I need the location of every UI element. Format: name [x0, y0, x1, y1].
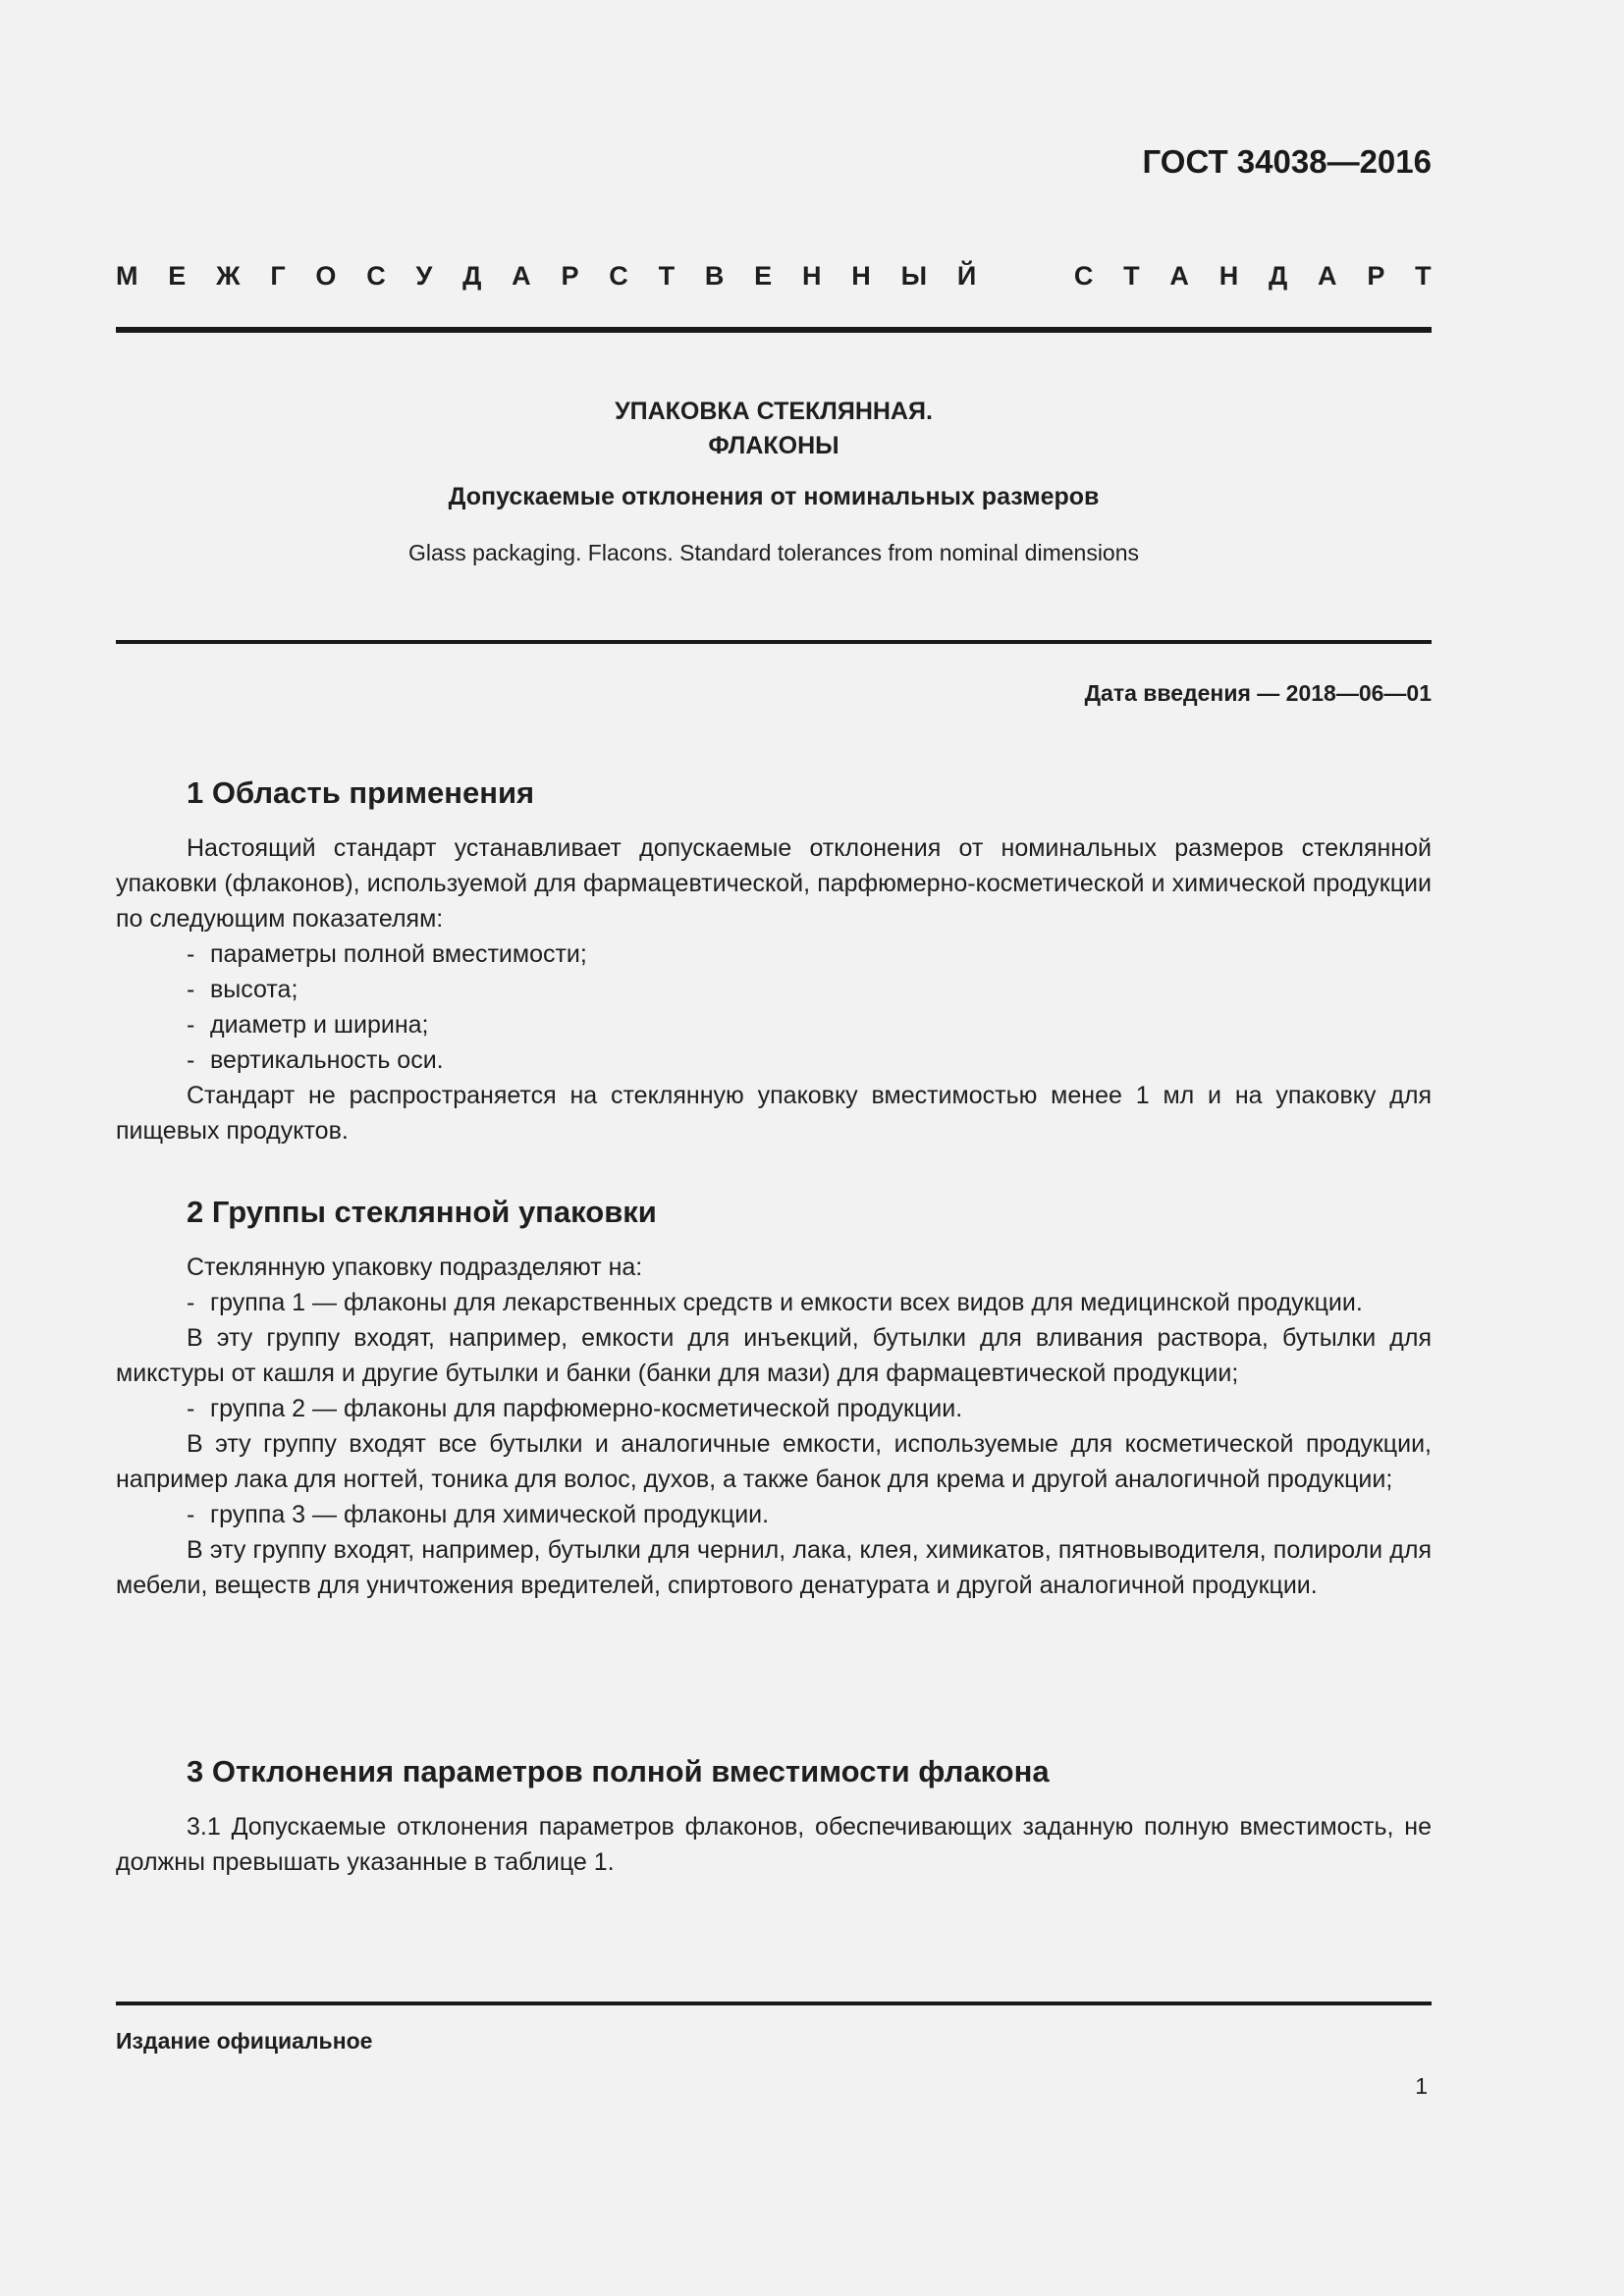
letter: Г [270, 261, 286, 291]
section-2-paragraph-1: Стеклянную упаковку подразделяют на: [187, 1254, 643, 1281]
page-number: 1 [1415, 2073, 1428, 2099]
section-3-paragraph-1: 3.1 Допускаемые отклонения параметров флаконов, обеспечивающих заданную полную вместимость, не должны превышать указанные в таблице 1. [116, 1813, 1432, 1876]
letter: В [704, 261, 725, 291]
letter: Т [1123, 261, 1140, 291]
word-gap [1006, 261, 1044, 292]
group-3-item: - группа 3 — флаконы для химической продукции. [187, 1501, 770, 1528]
list-item: - диаметр и ширина; [187, 1011, 429, 1039]
title-line-2: ФЛАКОНЫ [708, 432, 839, 459]
letter: Д [462, 261, 482, 291]
letter: Н [851, 261, 871, 291]
document-subtitle: Допускаемые отклонения от номинальных размеров [448, 483, 1100, 510]
document-title [116, 395, 1432, 463]
letter: А [512, 261, 531, 291]
letter: У [415, 261, 433, 291]
letter: Ж [216, 261, 241, 291]
section-1-paragraph-2: Стандарт не распространяется на стеклянную упаковку вместимостью менее 1 мл и на упаковку для пищевых продуктов. [116, 1082, 1432, 1145]
letter: А [1318, 261, 1337, 291]
group-2-item: - группа 2 — флаконы для парфюмерно-косметической продукции. [187, 1395, 963, 1422]
group-2-description: В эту группу входят все бутылки и аналогичные емкости, используемые для косметической продукции, например лака для ногтей, тоника для волос, духов, а также банок для крема и другой аналогичной продукции; [116, 1430, 1432, 1493]
letter: С [366, 261, 386, 291]
section-2-heading: 2 Группы стеклянной упаковки [187, 1195, 657, 1229]
section-1-paragraph-1: Настоящий стандарт устанавливает допускаемые отклонения от номинальных размеров стеклянной упаковки (флаконов), используемой для фармацевтической, парфюмерно-косметической и химической продукции по следующим показателям: [116, 834, 1432, 933]
introduction-date: Дата введения — 2018—06—01 [1084, 680, 1432, 706]
letter: Р [561, 261, 579, 291]
letter: М [116, 261, 138, 291]
standard-number: ГОСТ 34038—2016 [1142, 143, 1432, 180]
letter: С [1073, 261, 1094, 291]
letter: Р [1367, 261, 1385, 291]
list-item: - высота; [187, 976, 298, 1003]
letter: С [609, 261, 628, 291]
letter: О [315, 261, 337, 291]
list-item: - параметры полной вместимости; [187, 940, 587, 968]
letter: Й [956, 261, 977, 291]
letter: Н [801, 261, 822, 291]
group-3-description: В эту группу входят, например, бутылки для чернил, лака, клея, химикатов, пятновыводителя, полироли для мебели, веществ для уничтожения вредителей, спиртового денатурата и другой аналогичной продукции. [116, 1536, 1432, 1599]
official-edition-label: Издание официальное [116, 2028, 373, 2054]
title-line-1: УПАКОВКА СТЕКЛЯННАЯ. [615, 398, 933, 425]
section-3 [116, 1752, 1432, 1880]
group-1-description: В эту группу входят, например, емкости для инъекций, бутылки для вливания раствора, бутылки для микстуры от кашля и другие бутылки и банки (банки для мази) для фармацевтической продукции; [116, 1324, 1432, 1387]
letter: Т [1415, 261, 1432, 291]
footer-rule [116, 2002, 1432, 2005]
list-item: - вертикальность оси. [187, 1046, 444, 1074]
section-1 [116, 774, 1432, 1148]
english-title: Glass packaging. Flacons. Standard tolerances from nominal dimensions [407, 540, 1140, 565]
section-2 [116, 1193, 1432, 1603]
group-1-item: - группа 1 — флаконы для лекарственных средств и емкости всех видов для медицинской продукции. [187, 1289, 1363, 1316]
letter: Д [1269, 261, 1288, 291]
letter: Н [1218, 261, 1239, 291]
section-3-heading: 3 Отклонения параметров полной вместимости флакона [187, 1754, 1050, 1789]
letter: Е [754, 261, 773, 291]
letter: Ы [900, 261, 928, 291]
letter: Т [658, 261, 676, 291]
letter: Е [168, 261, 187, 291]
title-rule [116, 640, 1432, 644]
letter: А [1169, 261, 1189, 291]
interstate-standard-heading [116, 261, 1432, 292]
header-rule [116, 327, 1432, 333]
section-1-heading: 1 Область применения [187, 775, 535, 810]
